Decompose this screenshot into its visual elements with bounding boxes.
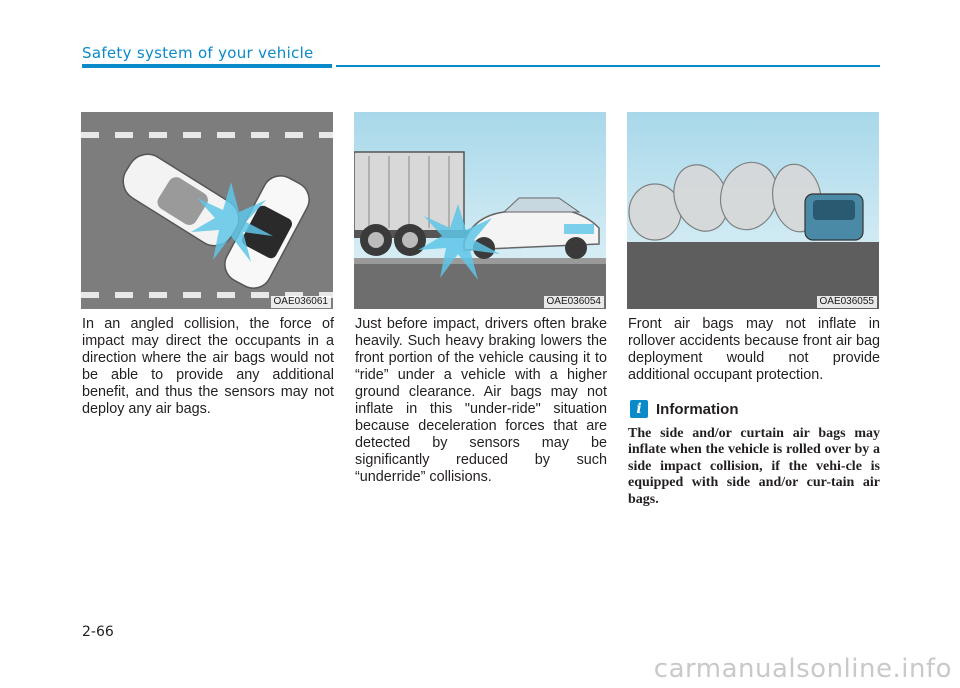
column-middle-text: Just before impact, drivers often brake heavily. Such heavy braking lowers the front portion of the vehicle causing it to “ride” under a vehicle with a higher ground clearance. Air bags may not inflate in this "under-ride" situation because deceleration forces that are detected by sensors may be significantly reduced by such “underride” collisions. bbox=[355, 316, 607, 485]
page-number: 2-66 bbox=[82, 624, 114, 640]
figure-code: OAE036055 bbox=[817, 296, 878, 308]
info-icon: i bbox=[630, 400, 648, 418]
figure-code: OAE036061 bbox=[271, 296, 332, 308]
header-rule-thin bbox=[336, 65, 880, 67]
information-heading bbox=[630, 400, 739, 418]
column-right-text: Front air bags may not inflate in rollover accidents because front air bag deployment would not provide additional occupant protection. bbox=[628, 316, 880, 383]
information-body: The side and/or curtain air bags may inflate when the vehicle is rolled over by a side impact collision, if the vehi-cle is equipped with side and/or cur-tain air bags. bbox=[628, 426, 880, 507]
figure-underride-collision bbox=[354, 112, 606, 309]
rollover-illustration bbox=[627, 112, 879, 309]
underride-illustration bbox=[354, 112, 606, 309]
figure-angled-collision bbox=[81, 112, 333, 309]
figure-code: OAE036054 bbox=[544, 296, 605, 308]
information-label: Information bbox=[656, 400, 739, 418]
watermark: carmanualsonline.info bbox=[653, 654, 952, 684]
angled-collision-illustration bbox=[81, 112, 333, 309]
section-title: Safety system of your vehicle bbox=[82, 44, 314, 62]
column-left-text: In an angled collision, the force of impact may direct the occupants in a direction where the air bags would not be able to provide any additional benefit, and thus the sensors may not deploy any air bags. bbox=[82, 316, 334, 417]
header-rule-thick bbox=[82, 64, 332, 68]
figure-rollover bbox=[627, 112, 879, 309]
